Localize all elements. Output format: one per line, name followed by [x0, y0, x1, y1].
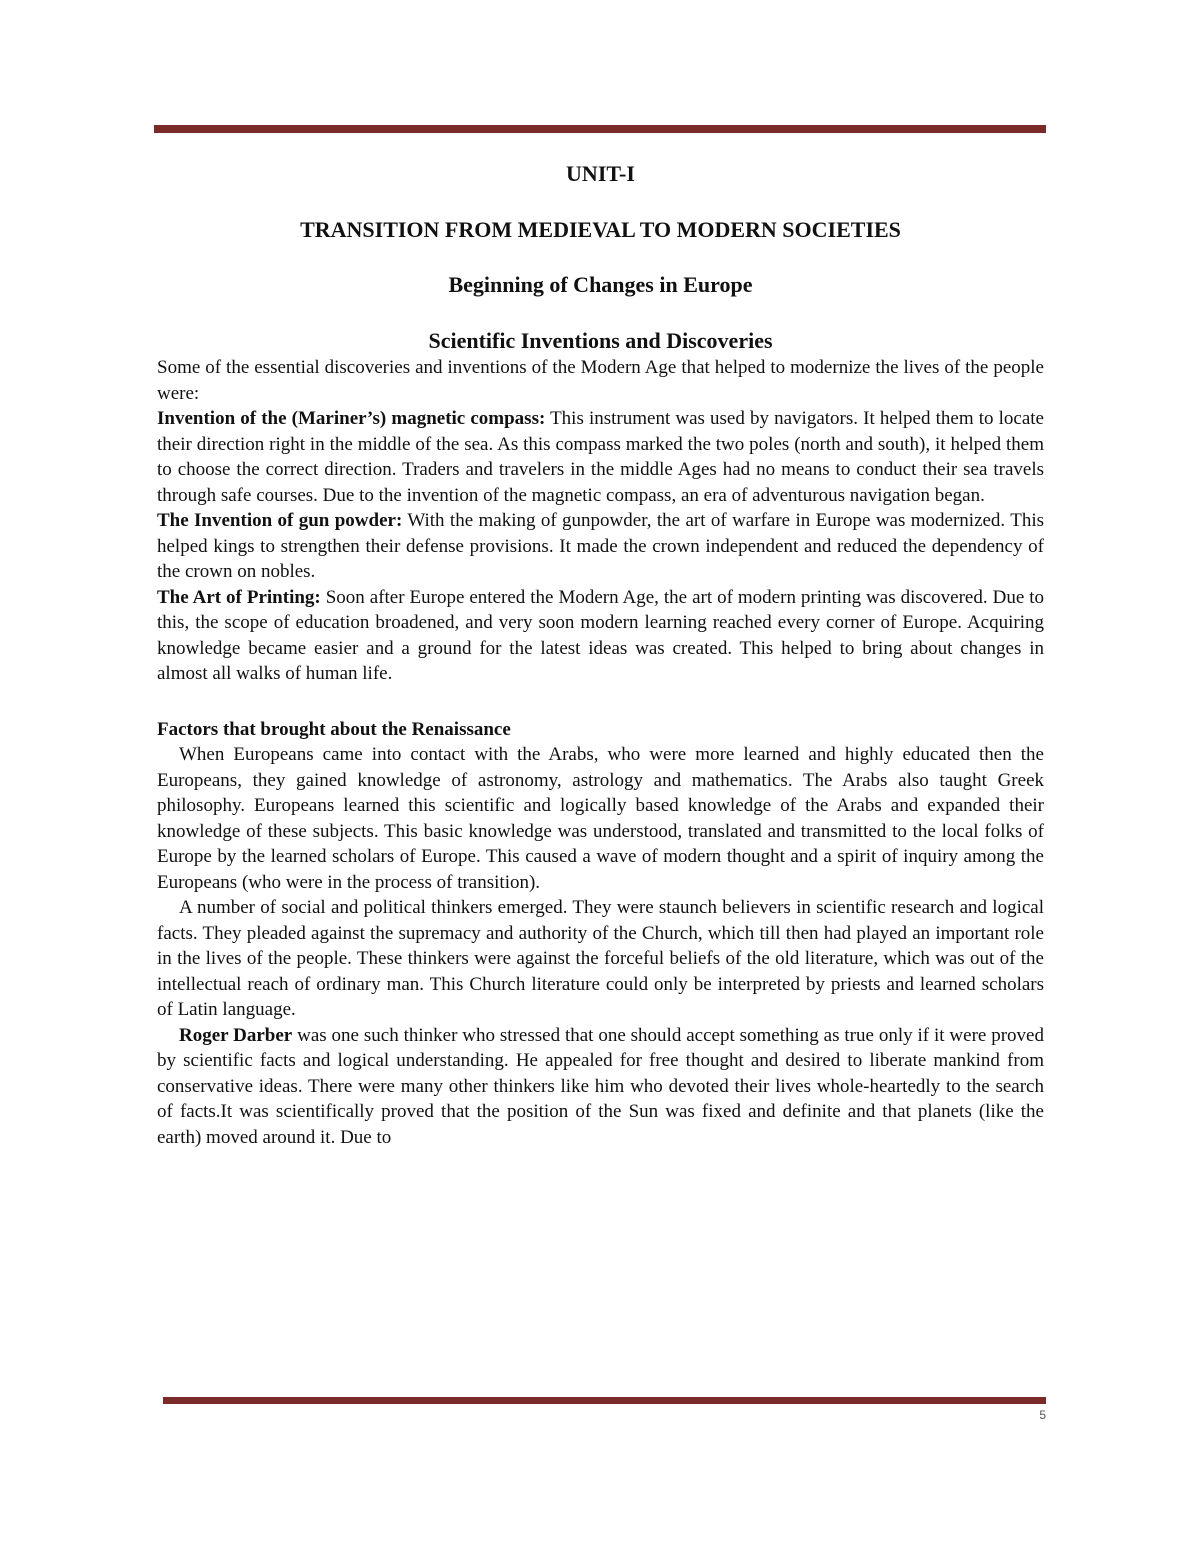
renaissance-paragraph-1: When Europeans came into contact with the Arabs, who were more learned and highly educated then the Europeans, they gained knowledge of astronomy, astrology and mathematics. The Arabs also taught Greek philosophy. Europeans learned this scientific and logically based knowledge of the Arabs and expanded their knowledge of these subjects. This basic knowledge was understood, translated and transmitted to the local folks of Europe by the learned scholars of Europe. This caused a wave of modern thought and a spirit of inquiry among the Europeans (who were in the process of transition). — [157, 744, 1044, 893]
unit-heading: UNIT-I — [566, 161, 635, 186]
gunpowder-paragraph — [157, 508, 1044, 585]
printing-term: The Art of Printing: — [157, 586, 321, 608]
roger-paragraph — [157, 1023, 1044, 1151]
page-number: 5 — [1039, 1408, 1046, 1422]
page-content — [157, 160, 1044, 1150]
printing-paragraph — [157, 585, 1044, 687]
compass-paragraph — [157, 406, 1044, 508]
renaissance-paragraph-2: A number of social and political thinkers emerged. They were staunch believers in scientific research and logical facts. They pleaded against the supremacy and authority of the Church, which till then had played an important role in the lives of the people. These thinkers were against the forceful beliefs of the old literature, which was out of the intellectual reach of ordinary man. This Church literature could only be interpreted by priests and learned scholars of Latin language. — [157, 897, 1044, 1020]
gunpowder-term: The Invention of gun powder: — [157, 510, 403, 531]
printing-text: Soon after Europe entered the Modern Age, the art of modern printing was discovered. Due to this, the scope of education broadened, and very soon modern learning reached every corner of Europe. Acquiring knowledge became easier and a ground for the latest ideas was created. This helped to bring about changes in almost all walks of human life. — [157, 586, 1045, 684]
chapter-title: TRANSITION FROM MEDIEVAL TO MODERN SOCIETIES — [300, 217, 901, 242]
footer-rule — [163, 1397, 1046, 1404]
gunpowder-text: With the making of gunpowder, the art of warfare in Europe was modernized. This helped kings to strengthen their defense provisions. It made the crown independent and reduced the dependency of the crown on nobles. — [157, 510, 1044, 582]
roger-term: Roger Darber — [179, 1024, 293, 1046]
roger-text: was one such thinker who stressed that one should accept something as true only if it were proved by scientific facts and logical understanding. He appealed for free thought and desired to liberate mankind from conservative ideas. There were many other thinkers like him who devoted their lives whole-heartedly to the search of facts.It was scientifically proved that the position of the Sun was fixed and definite and that planets (like the earth) moved around it. Due to — [157, 1024, 1044, 1148]
renaissance-heading: Factors that brought about the Renaissance — [157, 718, 511, 740]
subsection-title: Scientific Inventions and Discoveries — [428, 328, 773, 353]
section-title: Beginning of Changes in Europe — [448, 272, 753, 297]
compass-term: Invention of the (Mariner’s) magnetic compass: — [157, 408, 546, 429]
intro-paragraph: Some of the essential discoveries and inventions of the Modern Age that helped to modernize the lives of the people were: — [157, 357, 1044, 404]
header-rule — [154, 125, 1046, 133]
compass-text: This instrument was used by navigators. It helped them to locate their direction right in the middle of the sea. As this compass marked the two poles (north and south), it helped them to choose the correct direction. Traders and travelers in the middle Ages had no means to conduct their sea travels through safe courses. Due to the invention of the magnetic compass, an era of adventurous navigation began. — [157, 408, 1044, 506]
